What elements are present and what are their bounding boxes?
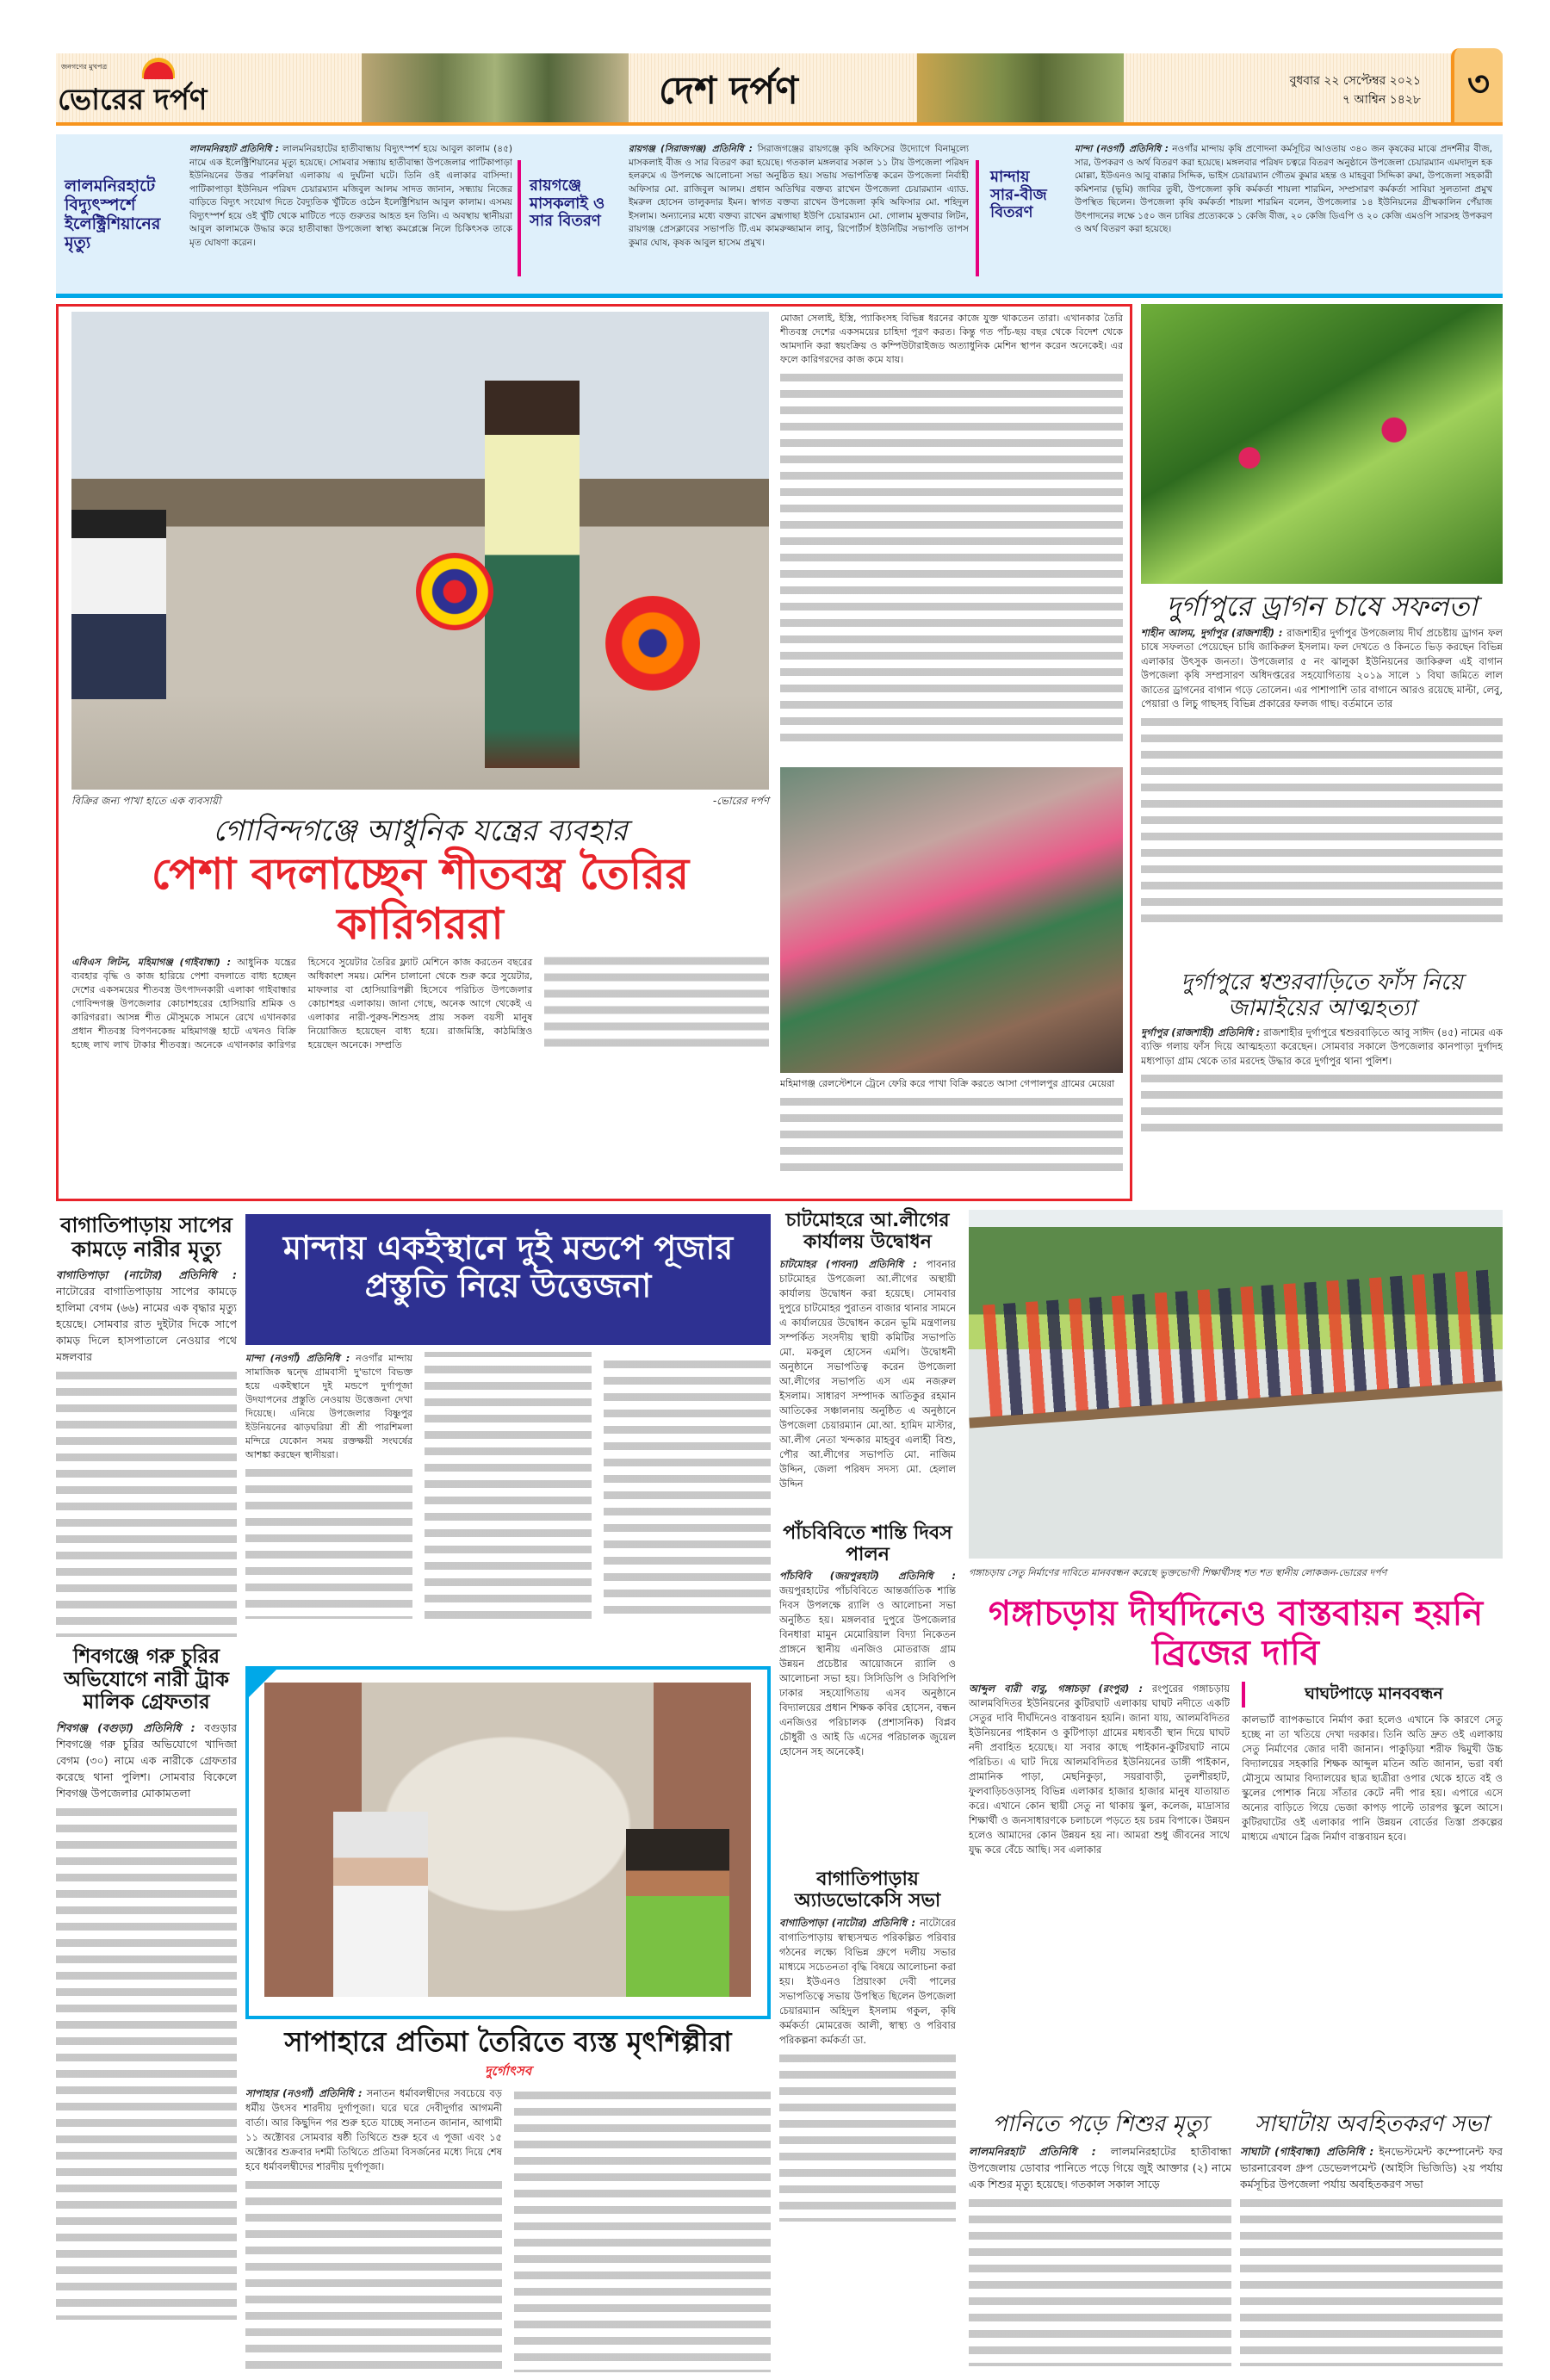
story-text: রাজশাহীর দুর্গাপুর উপজেলায় দীর্ঘ প্রচেষ্টায় ড্রাগন ফল চাষে সফলতা পেয়েছেন চাষি জাকিরুল ইসলাম। ফল দেখতে ও কিনতে ভিড় করছেন বিভিন্ন এলাকার উৎসুক জনতা। উপজেলার ৫ নং ঝালুকা ইউনিয়নের জাকিরুল এই বাগান উপজেলা কৃষি সম্প্রসারণ অধিদপ্তরের সহযোগিতায় ২০১৯ সালে ১ বিঘা জমিতে লাল জাতের ড্রাগনের বাগান গড়ে তোলেন। এর পাশাপাশি তার বাগানে আরও রয়েছে মাল্টা, লেবু, পেয়ারা ও লিচু গাছসহ বিভিন্ন প্রকারের ফলজ গাছ। বর্তমানে তার [1141, 626, 1503, 710]
byline: বাগাতিপাড়া (নাটোর) প্রতিনিধি : [56, 1268, 237, 1282]
top-news-band [56, 134, 1503, 298]
story-headline: গঙ্গাচড়ায় দীর্ঘদিনেও বাস্তবায়ন হয়নি ব্রিজের দাবি [988, 1594, 1484, 1673]
brief-2 [530, 143, 982, 289]
inline-headline-box [1242, 1682, 1503, 1708]
left-column [56, 1214, 237, 2377]
story-text: সনাতন ধর্মাবলম্বীদের সবচেয়ে বড় ধর্মীয় উৎসব শারদীয় দুর্গাপূজা। ঘরে ঘরে দেবীদুর্গার আগমনী বার্তা। আর কিছুদিন পর শুরু হতে যাচ্ছে সনাতন জানান, আগামী ১১ অক্টোবর সোমবার ষষ্ঠী তিথিতে শুরু হবে এ পূজা এবং ১৫ অক্টোবর শুক্রবার দশমী তিথিতে প্রতিমা বিসর্জনের মধ্যে দিয়ে শেষ হবে ধর্মাবলম্বীদের শারদীয় দুর্গাপূজা। [245, 2086, 502, 2172]
story-body [969, 1682, 1230, 2105]
story-body [1141, 1026, 1503, 1201]
idol-photo [264, 1683, 751, 1997]
idol-photo-frame [245, 1666, 771, 2019]
lead-headline: পেশা বদলাচ্ছেন শীতবস্ত্র তৈরির কারিগররা [151, 849, 690, 949]
story-headline: সাপাহারে প্রতিমা তৈরিতে ব্যস্ত মৃৎশিল্পীরা [284, 2025, 732, 2058]
date: বুধবার ২২ সেপ্টেম্বর ২০২১ [1289, 74, 1421, 88]
logo-text: ভোরের দর্পণ [58, 83, 208, 117]
photo-credit: -ভোরের দর্পণ [712, 795, 769, 807]
artisan-figure [626, 1829, 729, 1997]
byline: মান্দা (নওগাঁ) প্রতিনিধি : [245, 1353, 350, 1364]
story-headline: সাঘাটায় অবহিতকরণ সভা [1254, 2111, 1489, 2137]
bottom-story-1 [969, 2112, 1231, 2375]
brief-headline: রায়গঞ্জে মাসকলাই ও সার বিতরণ [530, 177, 605, 231]
human-chain-photo [969, 1210, 1503, 1559]
story-text: নাটোরের বাগাতিপাড়ায় সাপের কামড়ে হালিমা বেগম (৬৬) নামের এক বৃদ্ধার মৃত্যু হয়েছে। সোমবার রাত দুইটার দিকে সাপে কামড় দিলে হাসপাতালে নেওয়ার পথে মঙ্গলবার [56, 1285, 237, 1364]
byline: এবিএস লিটন, মহিমাগঞ্জ (গাইবান্ধা) : [71, 957, 231, 969]
story-body [779, 1916, 956, 2377]
text-continuation [1141, 1069, 1503, 1138]
hand-fan [605, 596, 700, 691]
pink-divider [976, 160, 979, 276]
lead-text: আধুনিক যন্ত্রের ব্যবহার বৃদ্ধি ও কাজ হারিয়ে পেশা বদলাতে বাধ্য হচ্ছেন দেশের একসময়ের শীতবস্ত্র উৎপাদনকারী এলাকা গাইবান্ধার গোবিন্দগঞ্জ উপজেলার কোচাশহরের হোসিয়ারি শ্রমিক ও কারিগররা। আসন্ন শীত মৌসুমকে সামনে রেখে এখানকার প্রধান শীতবস্ত্র বিপণনকেন্দ্র মহিমাগঞ্জ হাটে এখনও বিক্রি হচ্ছে লাখ লাখ টাকার শীতবস্ত্র। অনেকে এখানকার কারিগর হিসেবে সুয়েটার তৈরির ফ্ল্যাট মেশিনে কাজ করতেন বছরের অধিকাংশ সময়। মেশিন চালানো থেকে শুরু করে সুয়েটার, মাফলার বা হোসিয়ারিপল্লী হিসেবে পরিচিত উপজেলার কোচাশহর এলাকায়। জানা গেছে, অনেক আগে থেকেই এ এলাকার নারী-পুরুষ-শিশুসহ প্রায় সকল বয়সী মানুষ নিয়োজিত হয়েছেন বাধ্য হয়ে। রাজমিস্ত্রি, কাঠমিস্ত্রিও হয়েছেন অনেকে। সম্প্রতি [71, 957, 533, 1051]
story-text: নওগাঁর মান্দায় সামাজিক দ্বন্দ্বে গ্রামবাসী দু'ভাগে বিভক্ত হয়ে একইস্থানে দুই মন্ডপে দুর্গাপূজা উদযাপনের প্রস্তুতি নেওয়ায় উত্তেজনা দেখা দিয়েছে। এনিয়ে উপজেলার বিষ্ণুপুর ইউনিয়নের ঝাড়ঘরিয়া শ্রী শ্রী পারশিমলা মন্দিরে যেকোন সময় রক্তক্ষয়ী সংঘর্ষের আশঙ্কা করছেন স্থানীয়রা। [245, 1353, 412, 1460]
header-photo-strip-left [362, 53, 629, 122]
bottom-story-2 [1240, 2112, 1503, 2375]
story-headline: চাটমোহরে আ.লীগের কার্যালয় উদ্বোধন [785, 1210, 950, 1254]
brief-3 [990, 143, 1494, 289]
lead-photo [71, 312, 769, 790]
story-body [56, 1267, 237, 1637]
dragon-fruit-photo [1141, 304, 1503, 584]
lead-body [71, 956, 769, 1193]
byline: শিবগঞ্জ (বগুড়া) প্রতিনিধি : [56, 1720, 195, 1734]
section-title: দেশ দর্পণ [659, 69, 798, 113]
story-body [1240, 2143, 1503, 2375]
story-text: পাবনার চাটমোহর উপজেলা আ.লীগের অস্থায়ী কার্যালয় উদ্বোধন করা হয়েছে। সোমবার দুপুরে চাটমোহর পুরাতন বাজার থানার সামনে এ কার্যালয়ের উদ্বোধন করেন ভূমি মন্ত্রণালয় সম্পর্কিত সংসদীয় স্থায়ী কমিটির সভাপতি মো. মকবুল হোসেন এমপি। উদ্বোধনী অনুষ্ঠানে সভাপতিত্ব করেন উপজেলা আ.লীগের সভাপতি এস এম নজরুল ইসলাম। সাধারণ সম্পাদক আতিকুর রহমান আতিকের সঞ্চালনায় অনুষ্ঠিত এ অনুষ্ঠানে উপজেলা চেয়ারম্যান মো.আ. হামিদ মাস্টার, আ.লীগ নেতা খন্দকার মাহবুব এলাহী বিশু, পৌর আ.লীগের সভাপতি মো. নাজিম উদ্দিন, জেলা পরিষদ সদস্য মো. হেলাল উদ্দিন [779, 1257, 956, 1490]
byline: মান্দা (নওগাঁ) প্রতিনিধি : [1075, 144, 1169, 154]
section-label: দুর্গোৎসব [484, 2062, 532, 2079]
brief-body [629, 143, 969, 289]
photo-caption: গঙ্গাচড়ায় সেতু নির্মাণের দাবিতে মানববন্ধন করেছে ভুক্তভোগী শিক্ষার্থীসহ শত শত স্থানীয় লোকজন-ভোরের দর্পণ [969, 1567, 1387, 1578]
byline: সাপাহার (নওগাঁ) প্রতিনিধি : [245, 2086, 363, 2099]
artisan-figure [333, 1812, 428, 1997]
brief-body [1075, 143, 1492, 289]
side-text: মোজা সেলাই, ইস্ত্রি, প্যাকিংসহ বিভিন্ন ধরনের কাজে যুক্ত থাকতেন তারা। এখানকার তৈরি শীতবস্ত্র দেশের একসময়ের চাহিদা পূরণ করত। কিন্তু গত পাঁচ-ছয় বছর থেকে বিদেশ থেকে আমদানি করা স্বয়ংক্রিয় ও কম্পিউটারাইজড অত্যাধুনিক মেশিন স্থাপন করেন অনেকেই। এর ফলে কারিগরদের কাজ কমে যায়। [780, 313, 1123, 365]
story-text: রংপুরের গঙ্গাচড়ায় আলমবিদিতর ইউনিয়নের কুটিরঘাট এলাকায় ঘাঘট নদীতে একটি সেতুর দাবি দীর্ঘদিনেও বাস্তবায়ন হয়নি। জানা যায়, আলমবিদিতর ইউনিয়নের পাইকান ও কুটিপাড়া গ্রামের মধ্যবর্তী স্থান দিয়ে ঘাঘট নদী প্রবাহিত হয়েছে। যা সবার কাছে পাইকান-কুটিরঘাট নামে পরিচিত। এ ঘাট দিয়ে আলমবিদিতর ইউনিয়নের ডাঙ্গী পাইকান, প্রামানিক পাড়া, মেছনিকুড়া, সয়রাবাড়ী, তুলশীরহাট, ফুলবাড়িচওড়াসহ বিভিন্ন এলাকার হাজার হাজার মানুষ যাতায়াত করে। এখানে কোন স্থায়ী সেতু না থাকায় স্কুল, কলেজ, মাদ্রাসার শিক্ষার্থী ও জনসাধারণকে চলাচলে পড়তে হয় চরম বিপাকে। উন্নয়ন হলেও আমাদের কোন উন্নয়ন হয় না। আমরা শুধু জীবনের সাথে যুদ্ধ করে বেঁচে আছি। সব এলাকার [969, 1683, 1230, 1856]
brief-text: নওগাঁর মান্দায় কৃষি প্রণোদনা কর্মসূচির আওতায় ৩৪০ জন কৃষকের মাঝে প্রদর্শনীর বীজ, সার, উপকরণ ও অর্থ বিতরণ করা হয়েছে। মঙ্গলবার পরিষদ চত্বরে বিতরণ অনুষ্ঠানে উপজেলা চেয়ারম্যান এমদাদুল হক মোল্লা, ইউএনও আবু বাক্কার সিদ্দিক, ভাইস চেয়ারম্যান গৌতম কুমার মহন্ত ও মাহবুবা সিদ্দিকা রুমা, উপজেলা সহকারী কমিশনার (ভূমি) জাবির তুষী, উপজেলা কৃষি কর্মকর্তা শায়লা শারমিন, সম্প্রসারণ কর্মকর্তা সাবিয়া সুলতানা প্রমুখ উপস্থিত ছিলেন। উপজেলা কৃষি কর্মকর্তা শায়লা শারমিন বলেন, উপজেলার ১৪ ইউনিয়নের গ্রীষ্মকালিন পেঁয়াজ উৎপাদনের লক্ষে ১৫০ জন চাষির প্রত্যেককে ১ কেজি বীজ, ২০ কেজি ডিএপি ও ২০ কেজি এমওপি সারসহ উপকরণ ও অর্থ বিতরণ করা হয়েছে। [1075, 144, 1492, 234]
second-photo [780, 767, 1123, 1073]
story-text-continued-block [1242, 1713, 1503, 2105]
byline: পাঁচবিবি (জয়পুরহাট) প্রতিনিধি : [779, 1570, 956, 1583]
brief-headline: লালমনিরহাটে বিদ্যুৎস্পর্শে ইলেক্ট্রিশিয়ানের মৃত্যু [65, 177, 161, 252]
story-headline: পাঁচবিবিতে শান্তি দিবস পালন [783, 1522, 952, 1565]
text-continuation [780, 369, 1123, 747]
text-continuation [969, 2194, 1231, 2366]
right-bottom-section [779, 1210, 1503, 2377]
byline: রায়গঞ্জ (সিরাজগঞ্জ) প্রতিনিধি : [629, 144, 753, 154]
text-continuation [56, 1367, 237, 1637]
story-text: লালমনিরহাটের হাতীবান্ধা উপজেলায় ডোবার পানিতে পড়ে গিয়ে জুই আক্তার (২) নামে এক শিশুর মৃত্যু হয়েছে। গতকাল সকাল সাড়ে [969, 2144, 1231, 2191]
byline: আব্দুল বারী বাবু, গঙ্গাচড়া (রংপুর) : [969, 1683, 1144, 1695]
sun-icon [144, 62, 173, 79]
caption-row [71, 794, 769, 811]
middle-column [245, 1214, 771, 2377]
tagline: জনগণের মুখপত্র [61, 63, 108, 71]
text-continuation [779, 2049, 956, 2222]
seller-figure [485, 381, 580, 768]
newspaper-logo [58, 59, 221, 115]
narrow-column [779, 1210, 956, 2377]
story-body [56, 1720, 237, 2377]
photo2-caption: মহিমাগঞ্জ রেলস্টেশনে ট্রেনে ফেরি করে পাখা বিক্রি করতে আসা গেপালপুর গ্রামের মেয়েরা [780, 1078, 1115, 1089]
byline: দুর্গাপুর (রাজশাহী) প্রতিনিধি : [1141, 1026, 1261, 1038]
brief-1 [65, 143, 521, 289]
brief-body [189, 143, 512, 289]
story-headline: বাগাতিপাড়ায় অ্যাডভোকেসি সভা [794, 1869, 941, 1912]
lead-main-area [71, 312, 769, 1193]
lead-kicker: গোবিন্দগঞ্জে আধুনিক যন্ত্রের ব্যবহার [213, 814, 628, 848]
text-continuation [245, 2086, 771, 2372]
right-top-column [1141, 304, 1503, 1201]
seated-man [71, 510, 166, 699]
brief-text: সিরাজগঞ্জের রায়গঞ্জে কৃষি অফিসের উদ্যোগে বিনামূল্যে মাসকলাই বীজ ও সার বিতরণ করা হয়েছে। গতকাল মঙ্গলবার সকাল ১১ টায় উপজেলা পরিষদ হলরুমে এ উপলক্ষে আলোচনা সভা অনুষ্ঠিত হয়। সভায় সভাপতিত্ব করেন উপজেলা নির্বাহী অফিসার মো. রাজিবুল আলম। প্রধান অতিথির বক্তব্য রাখেন উপজেলা চেয়ারম্যান এ্যাড. ইমরুল হোসেন তালুকদার ইমন। স্বাগত বক্তব্য রাখেন উপজেলা কৃষি অফিসার মো. শহিদুল ইসলাম। অন্যান্যের মধ্যে বক্তব্য রাখেন ব্রহ্মগাছা ইউপি চেয়ারম্যান মো. গোলাম মুক্তবার লিটন, রায়গঞ্জ প্রেসক্লাবের সভাপতি টি.এম কামরুজ্জামান লাবু, রিপোর্টার্স ইউনিটির সভাপতি তাপস কুমার ঘোষ, কৃষক আবুল হাসেম প্রমুখ। [629, 144, 969, 248]
story-text-continued: কালভার্ট ব্যাপকভাবে নির্মাণ করা হলেও এখানে কি কারণে সেতু হচ্ছে না তা খতিয়ে দেখা দরকার। তিনি অতি দ্রুত ওই এলাকায় সেতু নির্মাণের জোর দাবী জানান। পাকুড়িয়া শরীফ দ্বিমুখী উচ্চ বিদ্যালয়ের সহকারি শিক্ষক আব্দুল মতিন অতি জানান, ভরা বর্ষা মৌসুমে আমার বিদ্যালয়ের ছাত্র ছাত্রীরা ওপার থেকে হাতে বই ও স্কুলের পোশাক নিয়ে সাঁতার কেটে নদী পার হয়। এপারে এসে অন্যের বাড়িতে গিয়ে ভেজা কাপড় পাল্টে তারপর স্কুলে আসে। কুটিরঘাটের ওই এলাকার পানি উন্নয়ন বোর্ডের তিস্তা প্রকল্পের মাধ্যমে এখানে ব্রিজ নির্মাণ বাস্তবায়ন হবে। [1242, 1713, 1503, 1843]
photo-caption: বিক্রির জন্য পাখা হাতে এক ব্যবসায়ী [71, 795, 221, 807]
header-rule [56, 122, 1503, 126]
story-body [245, 2086, 771, 2377]
lead-story-box [56, 304, 1132, 1201]
bridge-story-area [969, 1210, 1503, 2105]
story-body [245, 1352, 771, 1658]
pink-divider [518, 160, 521, 276]
page-number-tab [1451, 48, 1503, 122]
story-body [779, 1569, 956, 1862]
text-continuation [780, 1093, 1123, 1179]
byline: শাহীন আলম, দুর্গাপুর (রাজশাহী) : [1141, 626, 1283, 639]
text-continuation [1240, 2194, 1503, 2366]
story-body-second-column [1242, 1682, 1503, 2105]
header-photo-strip-right [917, 53, 1124, 122]
byline: চাটমোহর (পাবনা) প্রতিনিধি : [779, 1257, 917, 1270]
text-continuation [1141, 713, 1503, 928]
banner-headline: মান্দায় একইস্থানে দুই মন্ডপে পূজার প্রস্তুতি নিয়ে উত্তেজনা [245, 1214, 771, 1345]
masthead [56, 53, 1503, 122]
story-headline: দুর্গাপুরে শ্বশুরবাড়িতে ফাঁস নিয়ে জামাইয়ের আত্মহত্যা [1181, 969, 1463, 1021]
page-number: ৩ [1466, 64, 1490, 104]
story-headline: পানিতে পড়ে শিশুর মৃত্যু [992, 2111, 1208, 2137]
byline: বাগাতিপাড়া (নাটোর) প্রতিনিধি : [779, 1916, 916, 1929]
byline: লালমনিরহাট প্রতিনিধি : [969, 2144, 1096, 2158]
text-continuation [245, 1352, 771, 1619]
brief-headline: মান্দায় সার-বীজ বিতরণ [990, 168, 1047, 222]
story-text: বগুড়ার শিবগঞ্জে গরু চুরির অভিযোগে খাদিজা বেগম (৩০) নামে এক নারীকে গ্রেফতার করেছে থানা পুলিশ। সোমবার বিকেলে শিবগঞ্জ উপজেলার মোকামতলা [56, 1720, 237, 1800]
text-continuation [56, 1803, 237, 2320]
story-text: রাজশাহীর দুর্গাপুরে শ্বশুরবাড়িতে আবু সাঈদ (৪৫) নামের এক ব্যক্তি গলায় ফাঁস দিয়ে আত্মহত্যা করেছেন। সোমবার সকালে উপজেলার কানপাড়া দুর্গাদহ মধ্যপাড়া গ্রাম থেকে তার মরদেহ উদ্ধার করে দুর্গাপুর থানা পুলিশ। [1141, 1026, 1503, 1067]
story-headline: দুর্গাপুরে ড্রাগন চাষে সফলতা [1166, 590, 1478, 623]
story-body [1141, 626, 1503, 962]
bridge-story-columns [969, 1682, 1503, 2105]
inline-headline: ঘাঘটপাড়ে মানববন্ধন [1305, 1684, 1443, 1703]
story-text: ইনভেস্টমেন্ট কম্পোনেন্ট ফর ভারনারেবল গ্রুপ ডেভেলপমেন্ট (আইসি ভিজিডি) ২য় পর্যায় কর্মসূচির উপজেলা পর্যায় অবহিতকরণ সভা [1240, 2144, 1503, 2191]
brief-text: লালমনিরহাটের হাতীবান্ধায় বিদ্যুৎস্পর্শ হয়ে আবুল কালাম (৪৫) নামে এক ইলেক্ট্রিশিয়ানের মৃত্যু হয়েছে। সোমবার সন্ধ্যায় হাতীবান্ধা উপজেলার পাটিকাপাড়া ইউনিয়নের উত্তর পারুলিয়া এলাকায় এ দুর্ঘটনা ঘটে। তিনি ওই এলাকার বাসিন্দা। পাটিকাপাড়া ইউনিয়ন পরিষদ চেয়ারম্যান মজিবুল আলম সাদত জানান, সন্ধ্যায় নিজের বাড়িতে বিদ্যুৎ সংযোগ দিতে বৈদ্যুতিক খুঁটিতে ওঠেন ইলেক্ট্রিশিয়ান আবুল কালাম। এসময় বিদ্যুৎস্পর্শ হয়ে ওই খুঁটি থেকে মাটিতে পড়ে গুরুতর আহত হন তিনি। এ অবস্থায় স্থানীয়রা আবুল কালামকে উদ্ধার করে হাতীবান্ধা উপজেলা স্বাস্থ্য কমপ্লেক্সে নিলে চিকিৎসক তাকে মৃত ঘোষণা করেন। [189, 144, 512, 248]
story-body [779, 1257, 956, 1515]
story-headline: বাগাতিপাড়ায় সাপের কামড়ে নারীর মৃত্যু [60, 1213, 232, 1261]
label-row [245, 2061, 771, 2083]
story-body [969, 2143, 1231, 2375]
story-headline: শিবগঞ্জে গরু চুরির অভিযোগে নারী ট্রাক মালিক গ্রেফতার [64, 1646, 229, 1714]
lead-side-body [780, 312, 1123, 764]
bangla-date: ৭ আশ্বিন ১৪২৮ [1342, 93, 1421, 107]
story-text: জয়পুরহাটের পাঁচবিবিতে আন্তর্জাতিক শান্তি দিবস উপলক্ষে র‍্যালি ও আলোচনা সভা অনুষ্ঠিত হয়। মঙ্গলবার দুপুরে উপজেলার বিনধারা মামুন মেমোরিয়াল বিদ্যা নিকেতন প্রাঙ্গনে স্থানীয় এনজিও মোতরাজ গ্রাম উন্নয়ন প্রচেষ্টার আয়োজনে র‍্যালি ও আলোচনা সভা হয়। সিসিডিপি ও সিবিপিপি ঢাকার সহযোগিতায় এসব অনুষ্ঠানে বিদ্যালয়ের প্রধান শিক্ষক কবির হোসেন, বন্ধন এনজিওর পরিচালক (প্রশাসনিক) বিপ্লব চৌধুরী ও আই ডি এসের পরিচালক জুয়েল হোসেন সহ অনেকেই। [779, 1584, 956, 1758]
byline: সাঘাটা (গাইবান্ধা) প্রতিনিধি : [1240, 2144, 1374, 2158]
story-text: নাটোরের বাগাতিপাড়ায় স্বাস্থ্যসম্মত পরিকল্পিত পরিবার গঠনের লক্ষ্যে বিভিন্ন গ্রুপে দলীয় সভার মাধ্যমে সচেতনতা বৃদ্ধি বিষয়ে আলোচনা করা হয়। ইউএনও প্রিয়াংকা দেবী পালের সভাপতিত্বে সভায় উপস্থিত ছিলেন উপজেলা চেয়ারম্যান অহিদুল ইসলাম গকুল, কৃষি কর্মকর্তা মোমরেজ আলী, স্বাস্থ্য ও পরিবার পরিকল্পনা কর্মকর্তা ডা. [779, 1916, 956, 2046]
byline: লালমনিরহাট প্রতিনিধি : [189, 144, 279, 154]
second-photo-caption-block [780, 1077, 1123, 1193]
hand-fan [416, 553, 493, 630]
lead-side-area [780, 312, 1123, 1193]
